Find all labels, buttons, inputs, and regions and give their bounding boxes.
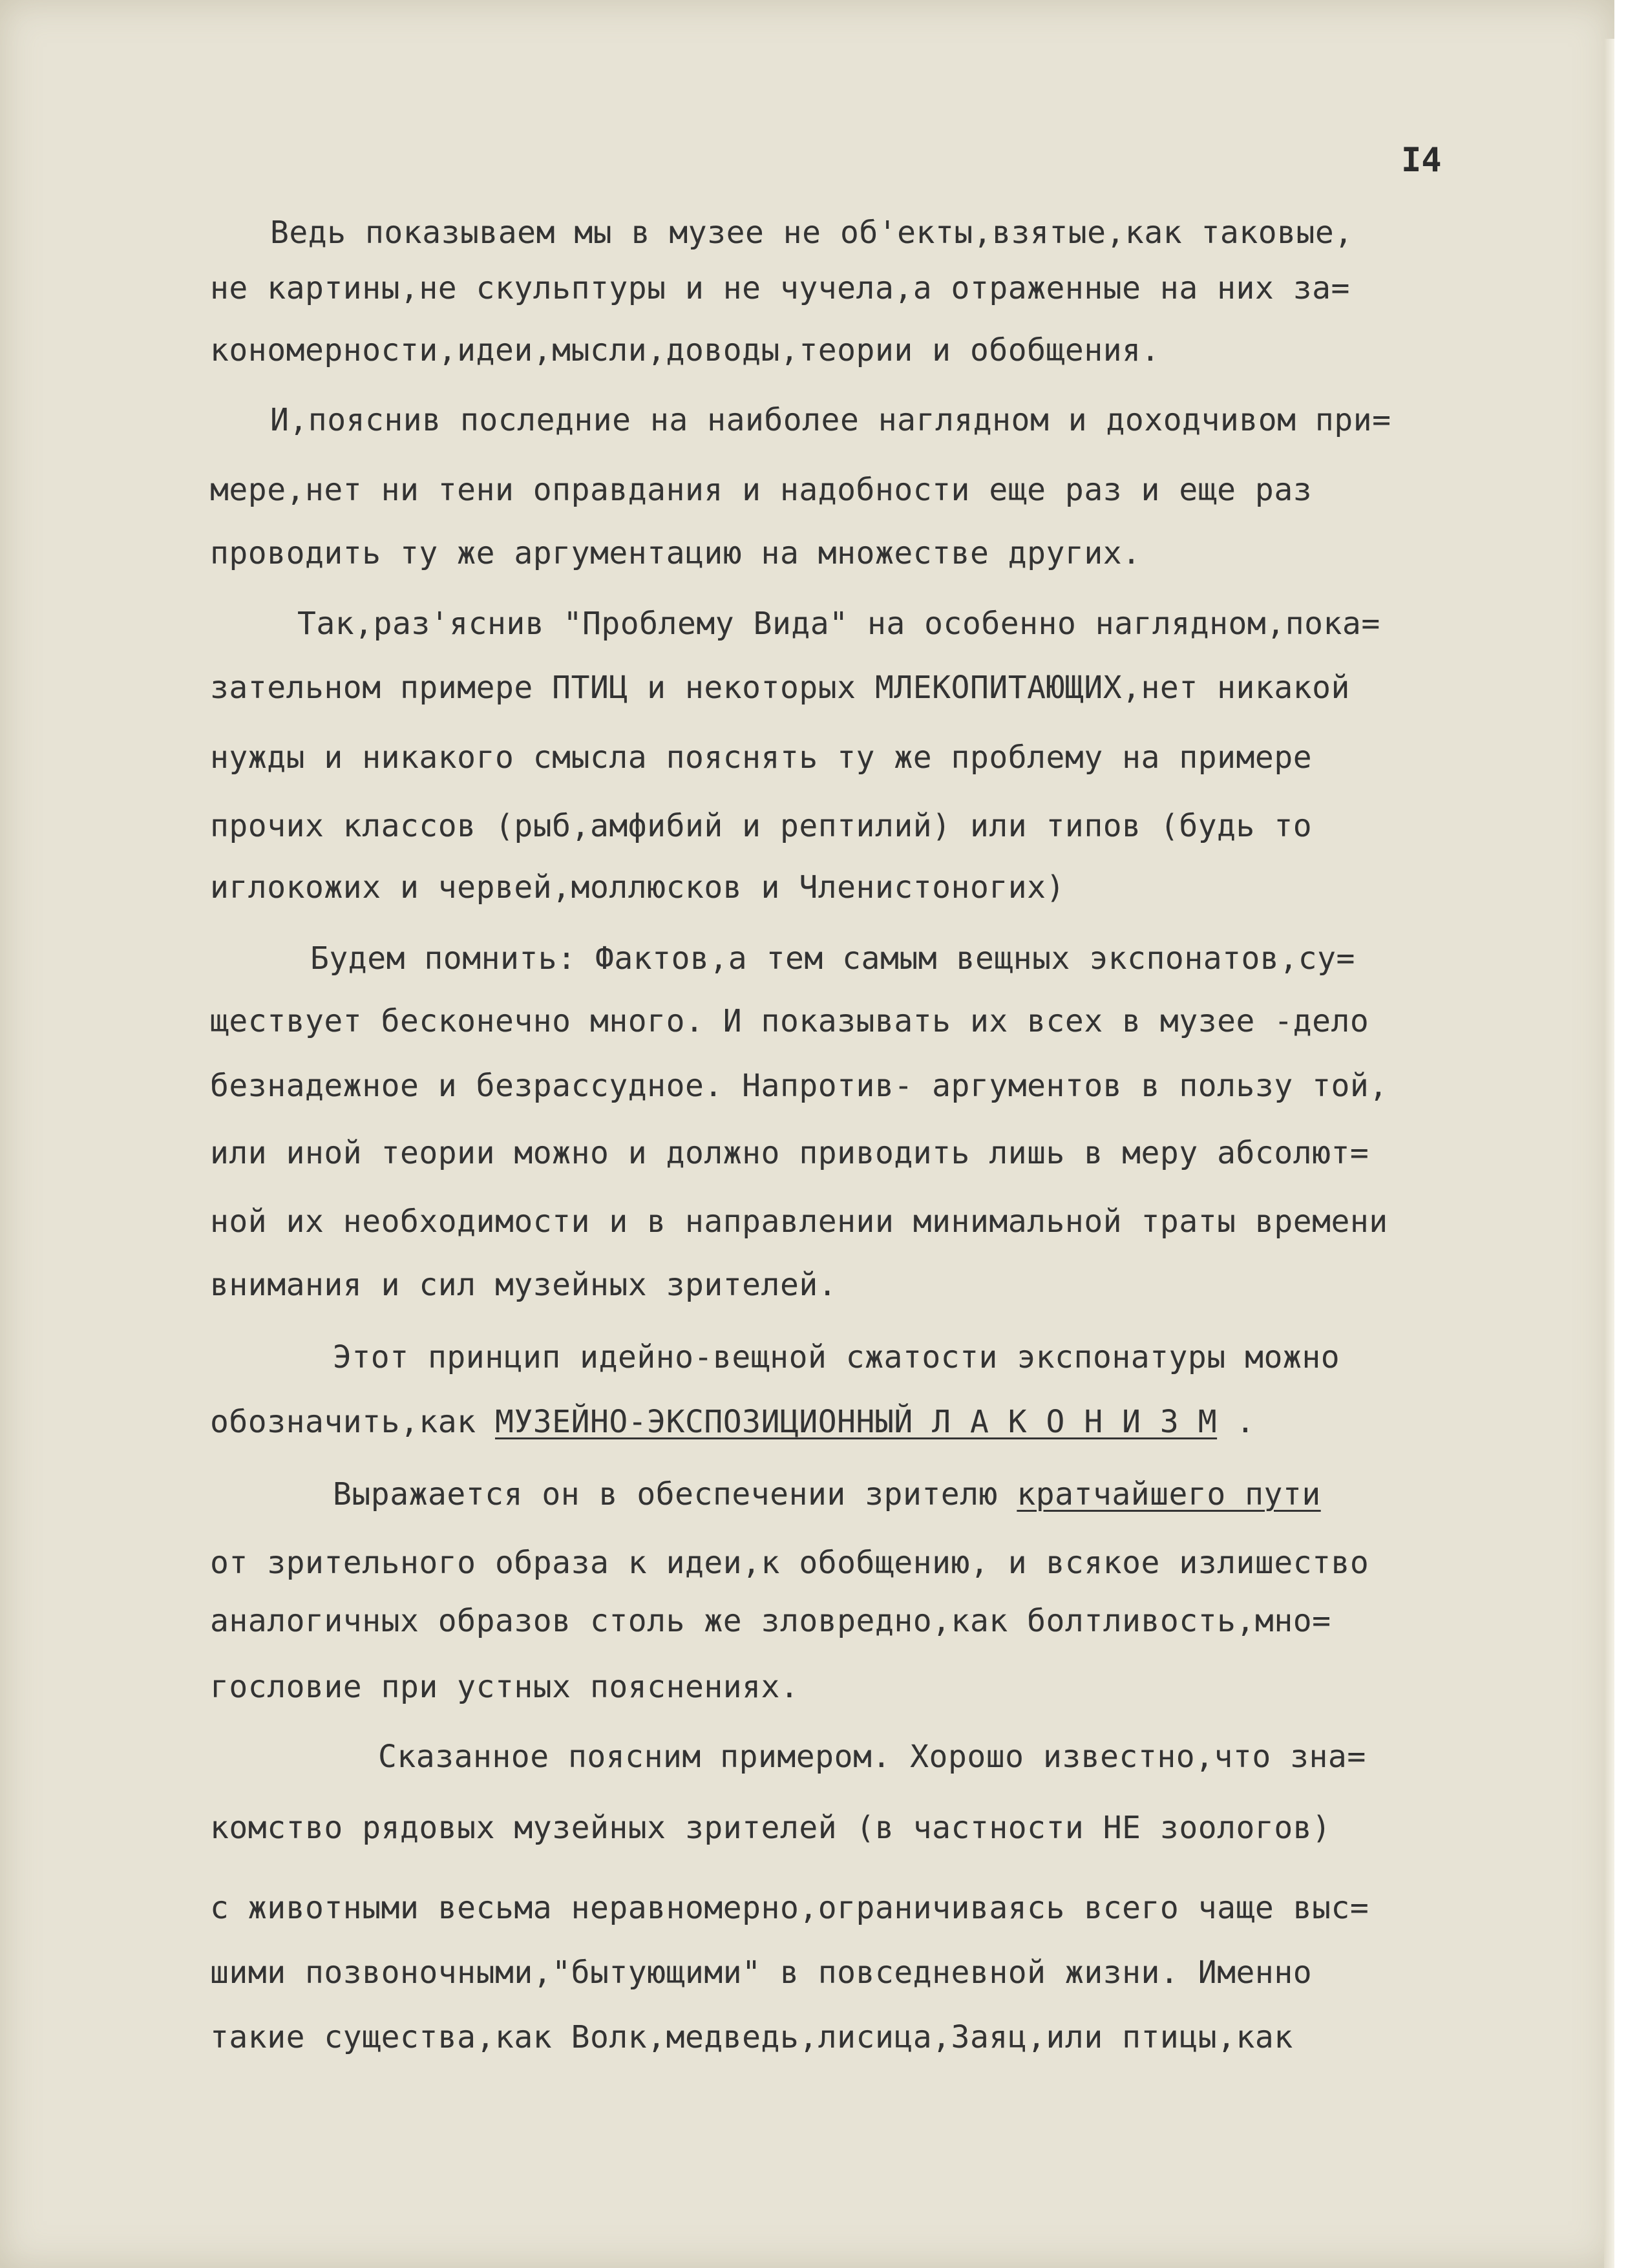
text-line-23: гословие при устных пояснениях. xyxy=(210,1669,799,1705)
shortest-path-phrase: кратчайшего пути xyxy=(1017,1476,1321,1512)
text-line-3: кономерности,идеи,мысли,доводы,теории и обобщения. xyxy=(210,332,1160,368)
text-line-16: ной их необходимости и в направлении минимальной траты времени xyxy=(210,1203,1388,1240)
text-line-13: ществует бесконечно много. И показывать их всех в музее -дело xyxy=(210,1003,1369,1039)
text-line-19-tail: . xyxy=(1217,1404,1255,1440)
text-line-12: Будем помнить: Фактов,а тем самым вещных экспонатов,су= xyxy=(310,940,1355,977)
text-line-24: Сказанное поясним примером. Хорошо известно,что зна= xyxy=(378,1739,1366,1775)
museum-laconism-term: МУЗЕЙНО-ЭКСПОЗИЦИОННЫЙ Л А К О Н И З М xyxy=(494,1404,1218,1440)
text-line-19-lead: обозначить,как xyxy=(210,1404,495,1440)
text-line-19 xyxy=(210,1403,1255,1441)
page-number: I4 xyxy=(1401,141,1442,180)
text-line-20-lead: Выражается он в обеспечении зрителю xyxy=(333,1476,1017,1512)
text-line-7: Так,раз'яснив "Проблему Вида" на особенно наглядном,пока= xyxy=(297,606,1380,642)
text-line-20 xyxy=(333,1475,1321,1514)
text-line-14: безнадежное и безрассудное. Напротив- аргументов в пользу той, xyxy=(210,1068,1388,1104)
text-line-28: такие существа,как Волк,медведь,лисица,Заяц,или птицы,как xyxy=(210,2019,1293,2055)
text-line-15: или иной теории можно и должно приводить лишь в меру абсолют= xyxy=(210,1135,1369,1171)
text-line-26: с животными весьма неравномерно,ограничиваясь всего чаще выс= xyxy=(210,1890,1369,1926)
text-line-5: мере,нет ни тени оправдания и надобности еще раз и еще раз xyxy=(210,472,1313,508)
text-line-18: Этот принцип идейно-вещной сжатости экспонатуры можно xyxy=(333,1339,1340,1375)
text-line-4: И,пояснив последние на наиболее наглядном и доходчивом при= xyxy=(270,402,1391,438)
text-line-9: нужды и никакого смысла пояснять ту же проблему на примере xyxy=(210,739,1313,776)
text-line-2: не картины,не скульптуры и не чучела,а отраженные на них за= xyxy=(210,270,1350,306)
text-line-1: Ведь показываем мы в музее не об'екты,взятые,как таковые, xyxy=(270,215,1353,251)
text-line-27: шими позвоночными,"бытующими" в повседневной жизни. Именно xyxy=(210,1955,1313,1991)
text-line-21: от зрительного образа к идеи,к обобщению, и всякое излишество xyxy=(210,1545,1369,1581)
text-line-25: комство рядовых музейных зрителей (в частности НЕ зоологов) xyxy=(210,1810,1331,1846)
text-line-17: внимания и сил музейных зрителей. xyxy=(210,1267,838,1303)
text-line-6: проводить ту же аргументацию на множестве других. xyxy=(210,535,1141,571)
text-line-11: иглокожих и червей,моллюсков и Членистоногих) xyxy=(210,869,1065,906)
text-line-22: аналогичных образов столь же зловредно,как болтливость,мно= xyxy=(210,1603,1331,1639)
text-line-8: зательном примере ПТИЦ и некоторых МЛЕКОПИТАЮЩИХ,нет никакой xyxy=(210,670,1350,706)
text-line-10: прочих классов (рыб,амфибий и рептилий) или типов (будь то xyxy=(210,808,1313,844)
paper-edge xyxy=(1604,39,1614,2268)
